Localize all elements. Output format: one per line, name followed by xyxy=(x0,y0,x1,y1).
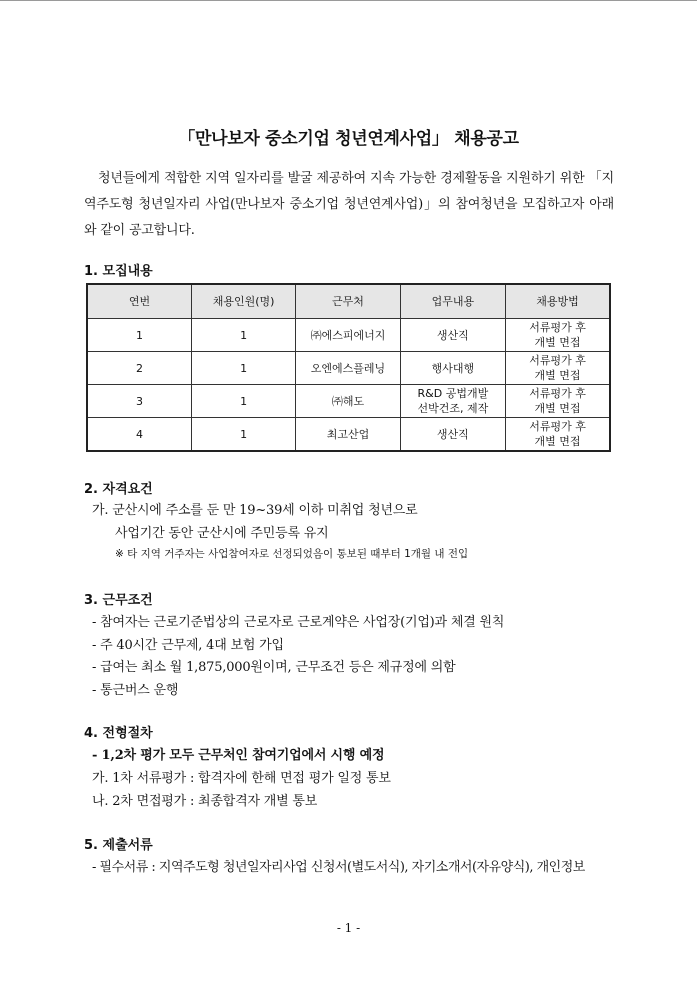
cell-no: 1 xyxy=(87,319,191,352)
method-line-2: 개별 면접 xyxy=(534,369,581,382)
condition-item: - 통근버스 운행 xyxy=(92,683,179,698)
condition-item: - 주 40시간 근무제, 4대 보험 가입 xyxy=(92,638,284,653)
cell-no: 3 xyxy=(87,385,191,418)
cell-count: 1 xyxy=(191,352,295,385)
method-line-1: 서류평가 후 xyxy=(529,354,586,367)
method-line-1: 서류평가 후 xyxy=(529,420,586,433)
documents-line-1: - 필수서류 : 지역주도형 청년일자리사업 신청서(별도서식), 자기소개서(자유양식), 개인정보 xyxy=(92,860,585,875)
table-row xyxy=(87,319,610,352)
method-line-2: 개별 면접 xyxy=(534,435,581,448)
column-header: 근무처 xyxy=(296,284,400,319)
procedure-line-2: 나. 2차 면접평가 : 최종합격자 개별 통보 xyxy=(92,794,318,809)
section-3-heading: 3. 근무조건 xyxy=(84,593,153,608)
cell-method xyxy=(506,418,610,452)
cell-place: ㈜에스피에너지 xyxy=(296,319,400,352)
recruitment-table xyxy=(86,283,611,452)
intro-paragraph: 청년들에게 적합한 지역 일자리를 발굴 제공하여 지속 가능한 경제활동을 지원하기 위한 「지역주도형 청년일자리 사업(만나보자 중소기업 청년연계사업)」의 참여청년을 모집하고자 아래와 같이 공고합니다. xyxy=(84,171,614,238)
method-line-1: 서류평가 후 xyxy=(529,321,586,334)
duty-line: 행사대행 xyxy=(431,361,475,375)
section-4-heading: 4. 전형절차 xyxy=(84,726,153,741)
section-5-heading: 5. 제출서류 xyxy=(84,838,153,853)
method-line-2: 개별 면접 xyxy=(534,402,581,415)
top-border xyxy=(0,0,697,1)
section-1-heading: 1. 모집내용 xyxy=(84,264,153,279)
qualification-line-1: 가. 군산시에 주소를 둔 만 19~39세 이하 미취업 청년으로 xyxy=(92,503,418,518)
cell-place: 오엔에스플레닝 xyxy=(296,352,400,385)
cell-duty xyxy=(400,418,505,452)
duty-line-1: R&D 공법개발 xyxy=(417,387,489,400)
qualification-note: ※ 타 지역 거주자는 사업참여자로 선정되었음이 통보된 때부터 1개월 내 전입 xyxy=(115,548,469,560)
duty-line: 생산직 xyxy=(436,328,469,342)
table-row xyxy=(87,385,610,418)
cell-count: 1 xyxy=(191,385,295,418)
duty-line-2: 선박건조, 제작 xyxy=(417,402,489,415)
table-header-row xyxy=(87,284,610,319)
condition-item: - 참여자는 근로기준법상의 근로자로 근로계약은 사업장(기업)과 체결 원칙 xyxy=(92,615,505,630)
method-line-1: 서류평가 후 xyxy=(529,387,586,400)
cell-duty xyxy=(400,319,505,352)
qualification-line-2: 사업기간 동안 군산시에 주민등록 유지 xyxy=(115,526,329,541)
column-header: 채용인원(명) xyxy=(191,284,295,319)
cell-method xyxy=(506,352,610,385)
section-2-heading: 2. 자격요건 xyxy=(84,482,153,497)
cell-place: ㈜해도 xyxy=(296,385,400,418)
column-header: 연번 xyxy=(87,284,191,319)
cell-count: 1 xyxy=(191,418,295,452)
column-header: 업무내용 xyxy=(400,284,505,319)
cell-count: 1 xyxy=(191,319,295,352)
cell-duty xyxy=(400,352,505,385)
cell-place: 최고산업 xyxy=(296,418,400,452)
condition-item: - 급여는 최소 월 1,875,000원이며, 근무조건 등은 제규정에 의함 xyxy=(92,660,456,675)
page-title: 「만나보자 중소기업 청년연계사업」 채용공고 xyxy=(178,129,519,149)
table-row xyxy=(87,418,610,452)
duty-line: 생산직 xyxy=(436,427,469,441)
cell-method xyxy=(506,385,610,418)
procedure-line-1: 가. 1차 서류평가 : 합격자에 한해 면접 평가 일정 통보 xyxy=(92,771,391,786)
cell-no: 4 xyxy=(87,418,191,452)
column-header: 채용방법 xyxy=(506,284,610,319)
table-row xyxy=(87,352,610,385)
cell-method xyxy=(506,319,610,352)
procedure-bold-line: - 1,2차 평가 모두 근무처인 참여기업에서 시행 예정 xyxy=(92,748,385,763)
cell-no: 2 xyxy=(87,352,191,385)
page-number: - 1 - xyxy=(336,921,361,935)
method-line-2: 개별 면접 xyxy=(534,336,581,349)
cell-duty xyxy=(400,385,505,418)
